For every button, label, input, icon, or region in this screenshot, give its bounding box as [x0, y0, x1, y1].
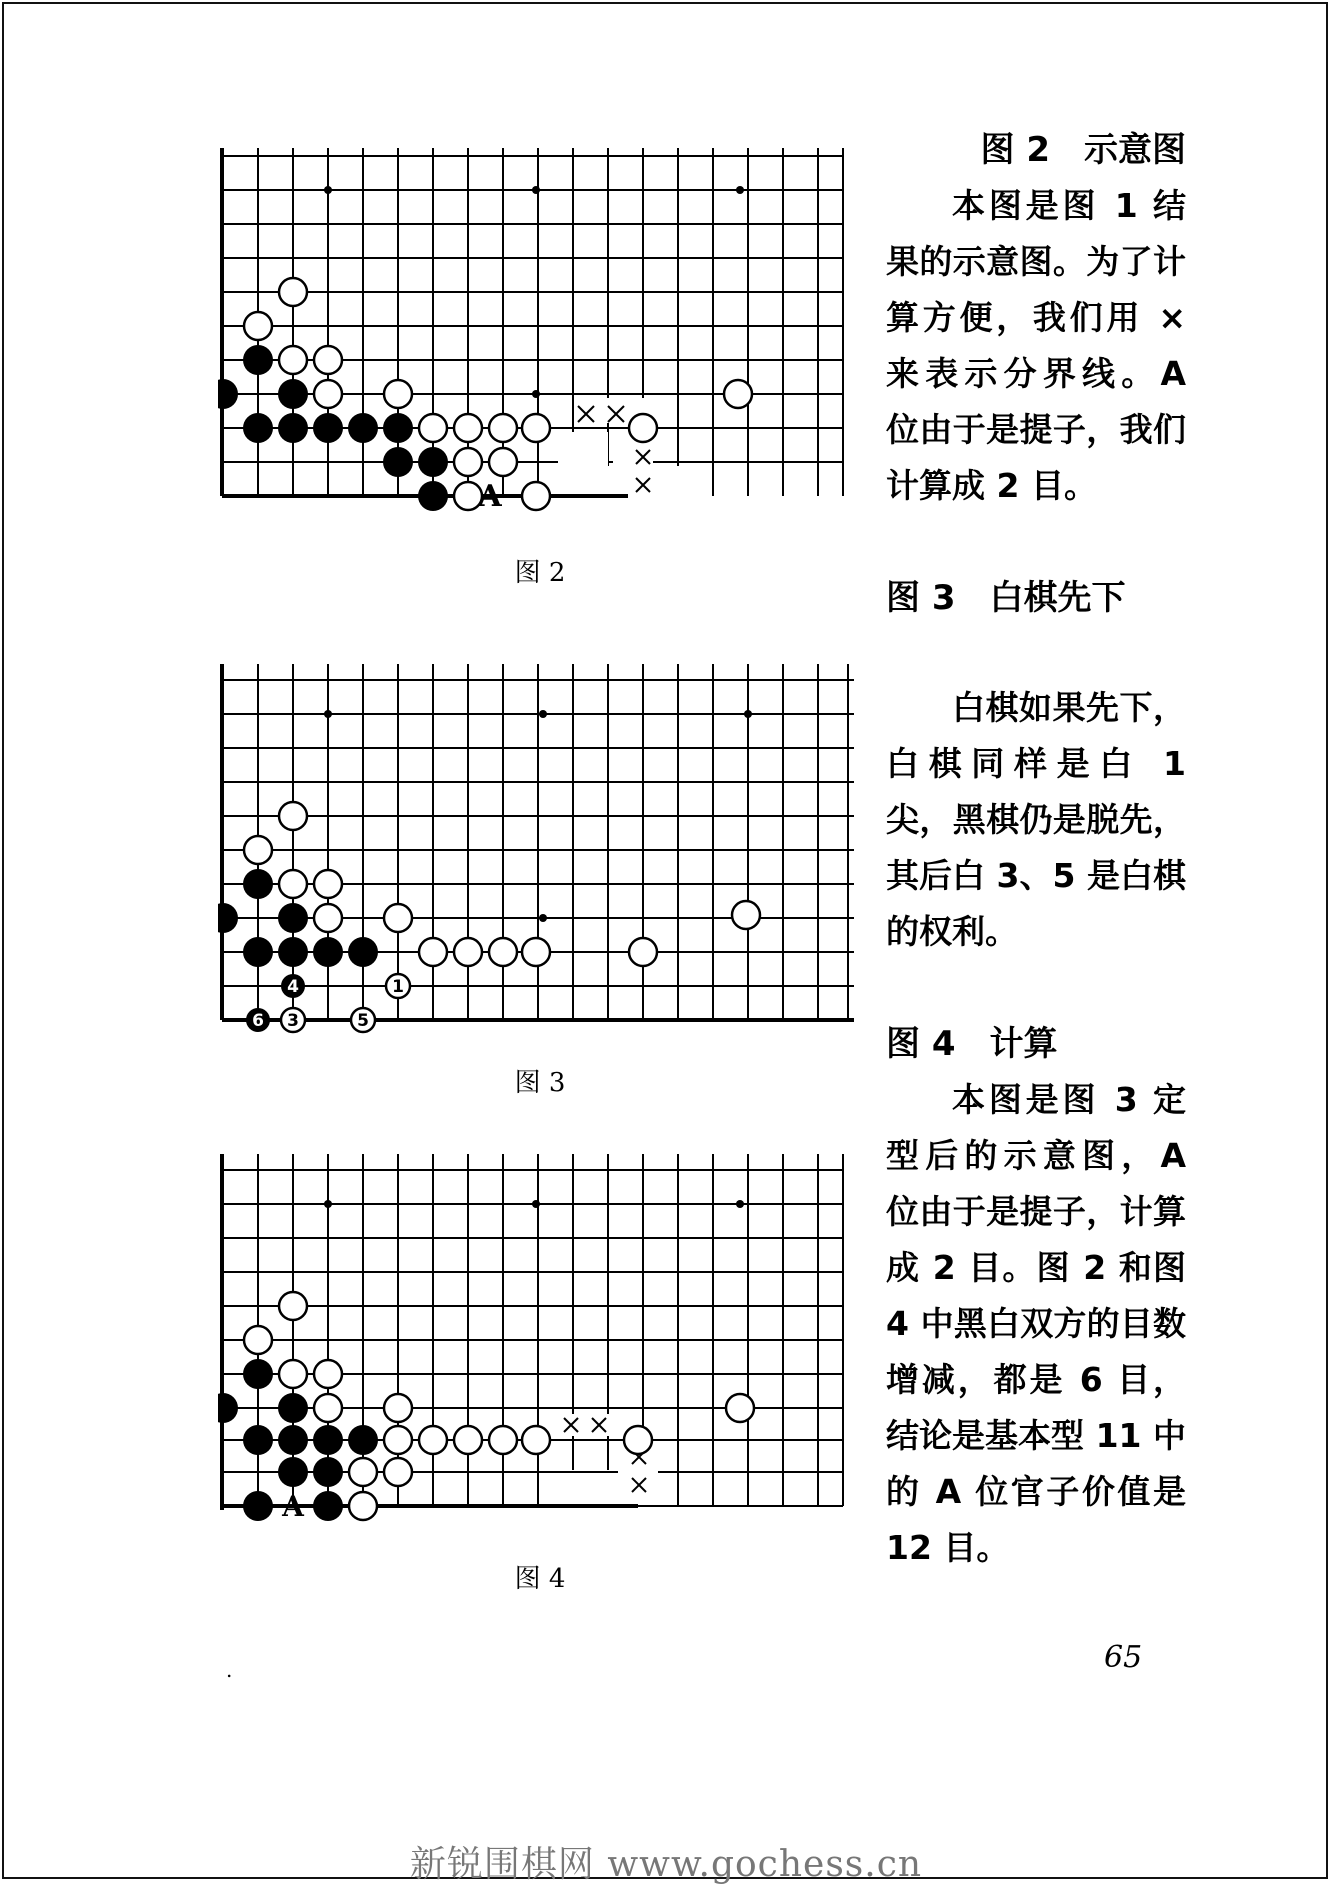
figure-3-body: 白棋如果先下，白棋同样是白 1 尖，黑棋仍是脱先，其后白 3、5 是白棋的权利。	[886, 688, 1186, 951]
figure-2-caption: 图 2	[514, 558, 566, 588]
page-number: 65	[1104, 1640, 1143, 1675]
figure-2-heading: 图 2 示意图	[980, 130, 1186, 170]
move-label-6: 6	[252, 1011, 264, 1031]
go-board-figure-2	[218, 136, 854, 516]
move-label-1: 1	[392, 977, 404, 997]
stray-mark: .	[226, 1658, 233, 1682]
point-a-label: A	[282, 1490, 304, 1523]
figure-4-caption: 图 4	[514, 1564, 566, 1594]
go-diagram-figure-3	[218, 660, 854, 1040]
figure-4-body: 本图是图 3 定型后的示意图，A 位由于是提子，计算成 2 目。图 2 和图 4 中黑白双方的目数增减，都是 6 目，结论是基本型 11 中的 A 位官子价值是 12 目。	[886, 1080, 1186, 1567]
move-label-4: 4	[287, 977, 299, 997]
go-diagram-figure-2	[218, 136, 854, 516]
figure-3-caption: 图 3	[514, 1068, 566, 1098]
watermark: 新锐围棋网 www.gochess.cn	[409, 1844, 923, 1885]
go-board-figure-4	[218, 1150, 854, 1530]
move-label-5: 5	[357, 1011, 369, 1031]
figure-4-heading: 图 4 计算	[886, 1024, 1058, 1064]
figure-3-heading: 图 3 白棋先下	[886, 578, 1126, 618]
move-label-3: 3	[287, 1011, 299, 1031]
go-diagram-figure-4	[218, 1150, 854, 1530]
figure-2-body: 本图是图 1 结果的示意图。为了计算方便，我们用 × 来表示分界线。A 位由于是提子，我们计算成 2 目。	[886, 186, 1186, 505]
go-board-figure-3	[218, 660, 854, 1040]
point-a-label: A	[478, 479, 502, 514]
